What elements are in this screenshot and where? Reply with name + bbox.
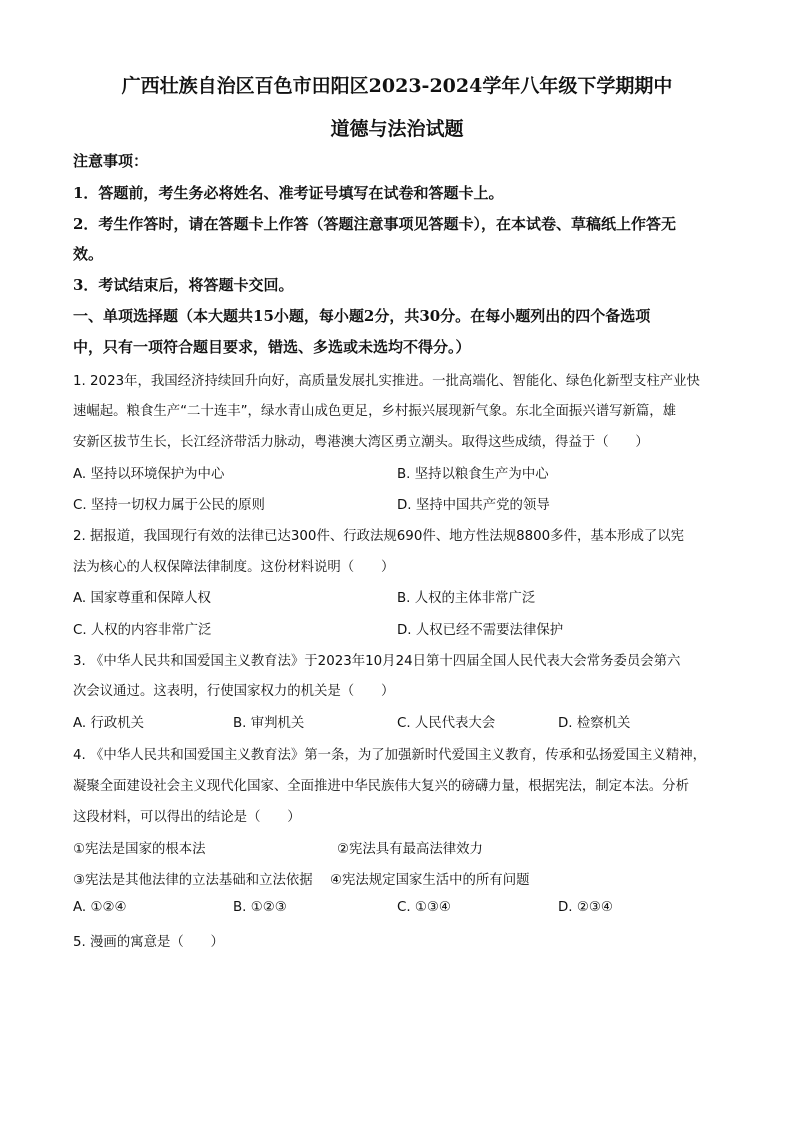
question-4-option-d: D. ②③④	[558, 900, 613, 915]
note-item-2-line1: 2．考生作答时，请在答题卡上作答（答题注意事项见答题卡），在本试卷、草稿纸上作答无	[73, 215, 676, 233]
question-4-statement-1: ①宪法是国家的根本法	[73, 842, 206, 857]
question-1-option-a: A. 坚持以环境保护为中心	[73, 467, 225, 482]
question-4-option-b: B. ①②③	[233, 900, 287, 915]
question-4-option-c: C. ①③④	[397, 900, 451, 915]
notes-heading: 注意事项：	[73, 152, 149, 170]
question-3-option-b: B. 审判机关	[233, 716, 305, 731]
question-3-line1: 3. 《中华人民共和国爱国主义教育法》于2023年10月24日第十四届全国人民代表大会常务委员会第六	[73, 654, 681, 669]
exam-title-line2: 道德与法治试题	[330, 118, 464, 140]
question-2-option-d: D. 人权已经不需要法律保护	[397, 623, 564, 638]
question-3-option-a: A. 行政机关	[73, 716, 144, 731]
question-1-option-b: B. 坚持以粮食生产为中心	[397, 467, 549, 482]
note-item-3: 3．考试结束后，将答题卡交回。	[73, 276, 294, 294]
question-2-option-c: C. 人权的内容非常广泛	[73, 623, 212, 638]
note-item-1: 1．答题前，考生务必将姓名、准考证号填写在试卷和答题卡上。	[73, 184, 504, 202]
section-heading-line1: 一、单项选择题（本大题共15小题，每小题2分，共30分。在每小题列出的四个备选项	[73, 307, 651, 325]
question-1-line2: 速崛起。粮食生产“二十连丰”，绿水青山成色更足，乡村振兴展现新气象。东北全面振兴谱写新篇，雄	[73, 404, 677, 419]
question-3-option-c: C. 人民代表大会	[397, 716, 496, 731]
section-heading-line2: 中，只有一项符合题目要求，错选、多选或未选均不得分。）	[73, 338, 471, 356]
question-3-line2: 次会议通过。这表明，行使国家权力的机关是（ ）	[73, 684, 395, 699]
note-item-2-line2: 效。	[73, 245, 104, 263]
question-2-line1: 2. 据报道，我国现行有效的法律已达300件、行政法规690件、地方性法规8800多件，基本形成了以宪	[73, 529, 685, 544]
question-1-line3: 安新区拔节生长，长江经济带活力脉动，粤港澳大湾区勇立潮头。取得这些成绩，得益于（ ）	[73, 435, 649, 450]
question-4-statement-3: ③宪法是其他法律的立法基础和立法依据	[73, 873, 313, 888]
question-2-option-b: B. 人权的主体非常广泛	[397, 591, 536, 606]
question-4-statement-4: ④宪法规定国家生活中的所有问题	[330, 873, 530, 888]
question-1-option-c: C. 坚持一切权力属于公民的原则	[73, 498, 265, 513]
question-1-line1: 1. 2023年，我国经济持续回升向好，高质量发展扎实推进。一批高端化、智能化、绿色化新型支柱产业快	[73, 374, 700, 389]
question-2-line2: 法为核心的人权保障法律制度。这份材料说明（ ）	[73, 560, 395, 575]
exam-title-line1: 广西壮族自治区百色市田阳区2023-2024学年八年级下学期期中	[121, 75, 673, 97]
question-4-line2: 凝聚全面建设社会主义现代化国家、全面推进中华民族伟大复兴的磅礴力量，根据宪法，制定本法。分析	[73, 779, 689, 794]
question-4-option-a: A. ①②④	[73, 900, 127, 915]
question-4-statement-2: ②宪法具有最高法律效力	[337, 842, 483, 857]
question-4-line3: 这段材料，可以得出的结论是（ ）	[73, 810, 301, 825]
question-1-option-d: D. 坚持中国共产党的领导	[397, 498, 550, 513]
question-2-option-a: A. 国家尊重和保障人权	[73, 591, 211, 606]
question-3-option-d: D. 检察机关	[558, 716, 631, 731]
question-4-line1: 4. 《中华人民共和国爱国主义教育法》第一条，为了加强新时代爱国主义教育，传承和弘扬爱国主义精神，	[73, 748, 706, 763]
question-5-line1: 5. 漫画的寓意是（ ）	[73, 935, 224, 950]
